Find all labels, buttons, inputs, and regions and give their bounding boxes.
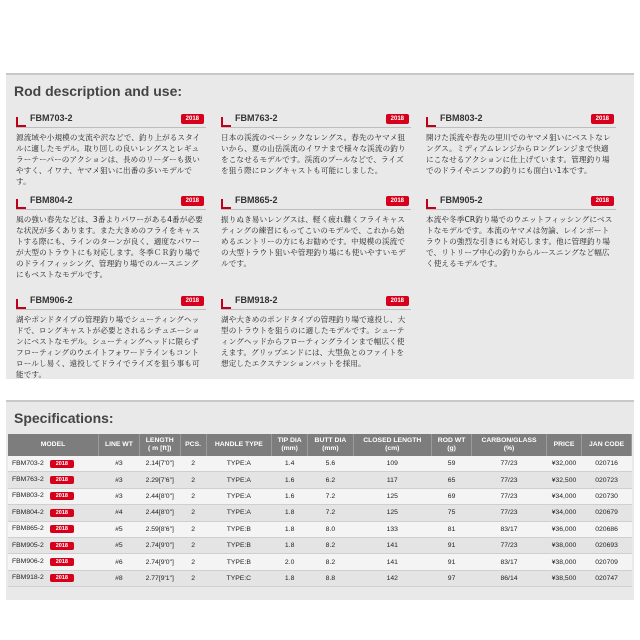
- cell-carbon: 77/23: [472, 537, 547, 553]
- cell-line-wt: #8: [99, 570, 140, 586]
- rod-model-name: FBM918-2: [235, 295, 278, 305]
- table-row: [8, 456, 632, 472]
- rod-description-text: 本流や冬季CR釣り場でのウエットフィッシングにベストなモデルです。本流のヤマメは勿論、レインボートラウトの強烈な引きにも対応します。他に管理釣り場で、リトリーブ中心の釣りからルースニングなど幅広く使えるモデルです。: [426, 215, 613, 268]
- model-name: FBM918-2: [12, 574, 44, 582]
- cell-price: ¥36,000: [546, 521, 581, 537]
- rod-marker-icon: [16, 117, 26, 127]
- rod-model-name: FBM803-2: [440, 113, 483, 123]
- column-header-length: LENGTH ( m [ft]): [139, 434, 180, 456]
- column-header-rod-wt: ROD WT (g): [431, 434, 471, 456]
- rod-description-text: 湖や大きめのポンドタイプの管理釣り場で遠投し、大型のトラウトを狙うのに適したモデルです。シューティングヘッドからフローティングラインまで幅広く使えます。グリップエンドには、大型魚とのファイトを想定したエクステンションバットを採用。: [221, 315, 406, 368]
- cell-pcs: 2: [180, 488, 206, 504]
- rod-model-name: FBM703-2: [30, 113, 73, 123]
- cell-handle: TYPE:A: [206, 488, 272, 504]
- rod-marker-icon: [426, 199, 436, 209]
- cell-butt: 8.2: [308, 554, 354, 570]
- rod-model-name: FBM905-2: [440, 195, 483, 205]
- rod-description-text: 開けた渓流や春先の里川でのヤマメ狙いにベストなレングス。ミディアムレンジからロングレンジまで快適にこなせるアクションに仕上げています。管理釣り場でのドライやニンフの釣りにも面白い1本です。: [426, 133, 611, 175]
- cell-jan: 020716: [582, 456, 632, 472]
- rod-description-text: 振りぬき易いレングスは、軽く疲れ難くフライキャスティングの練習にもってこいのモデルで、これから始めるエントリーの方にもお勧めです。中規模の渓流での大型トラウト狙いや管理釣り場にも使いやすいモデルです。: [221, 215, 406, 268]
- cell-handle: TYPE:B: [206, 521, 272, 537]
- model-name: FBM865-2: [12, 525, 44, 533]
- specifications-table: [8, 434, 632, 587]
- cell-tip: 1.6: [272, 472, 308, 488]
- rod-marker-icon: [221, 299, 231, 309]
- cell-length: 2.44[8'0"]: [139, 505, 180, 521]
- cell-closed: 125: [353, 488, 431, 504]
- cell-pcs: 2: [180, 456, 206, 472]
- cell-butt: 8.8: [308, 570, 354, 586]
- year-badge: 2018: [50, 525, 74, 533]
- rod-model-name: FBM763-2: [235, 113, 278, 123]
- cell-butt: 5.6: [308, 456, 354, 472]
- cell-rod-wt: 81: [431, 521, 471, 537]
- year-badge: 2018: [50, 509, 74, 517]
- cell-length: 2.14[7'0"]: [139, 456, 180, 472]
- year-badge: 2018: [181, 296, 204, 306]
- cell-jan: 020679: [582, 505, 632, 521]
- column-header-closed-length: CLOSED LENGTH (cm): [353, 434, 431, 456]
- cell-carbon: 77/23: [472, 472, 547, 488]
- rod-card-fbm803: [426, 113, 616, 176]
- cell-closed: 125: [353, 505, 431, 521]
- cell-rod-wt: 59: [431, 456, 471, 472]
- cell-closed: 133: [353, 521, 431, 537]
- cell-handle: TYPE:A: [206, 472, 272, 488]
- cell-line-wt: #3: [99, 472, 140, 488]
- cell-price: ¥38,500: [546, 570, 581, 586]
- model-name: FBM763-2: [12, 476, 44, 484]
- cell-tip: 1.8: [272, 570, 308, 586]
- table-header-row: [8, 434, 632, 456]
- cell-tip: 1.6: [272, 488, 308, 504]
- rod-card-fbm865: [221, 195, 411, 269]
- cell-price: ¥32,500: [546, 472, 581, 488]
- cell-price: ¥38,000: [546, 554, 581, 570]
- cell-model: [8, 505, 99, 521]
- cell-model: [8, 456, 99, 472]
- cell-butt: 6.2: [308, 472, 354, 488]
- model-name: FBM803-2: [12, 492, 44, 500]
- cell-closed: 109: [353, 456, 431, 472]
- cell-butt: 8.0: [308, 521, 354, 537]
- year-badge: 2018: [50, 492, 74, 500]
- cell-line-wt: #6: [99, 554, 140, 570]
- rod-marker-icon: [426, 117, 436, 127]
- column-header-carbon-glass: CARBON/GLASS (%): [472, 434, 547, 456]
- year-badge: 2018: [386, 296, 409, 306]
- cell-handle: TYPE:B: [206, 537, 272, 553]
- cell-pcs: 2: [180, 570, 206, 586]
- cell-tip: 1.4: [272, 456, 308, 472]
- cell-rod-wt: 65: [431, 472, 471, 488]
- rod-marker-icon: [16, 299, 26, 309]
- cell-model: [8, 570, 99, 586]
- column-header-tip-dia: TIP DIA (mm): [272, 434, 308, 456]
- cell-jan: 020747: [582, 570, 632, 586]
- cell-jan: 020693: [582, 537, 632, 553]
- cell-line-wt: #4: [99, 505, 140, 521]
- year-badge: 2018: [591, 114, 614, 124]
- cell-rod-wt: 91: [431, 554, 471, 570]
- column-header-pcs: PCS.: [180, 434, 206, 456]
- cell-handle: TYPE:C: [206, 570, 272, 586]
- rod-card-fbm804: [16, 195, 206, 280]
- cell-length: 2.77[9'1"]: [139, 570, 180, 586]
- table-row: [8, 570, 632, 586]
- cell-pcs: 2: [180, 554, 206, 570]
- cell-handle: TYPE:A: [206, 505, 272, 521]
- cell-model: [8, 472, 99, 488]
- cell-closed: 117: [353, 472, 431, 488]
- cell-carbon: 77/23: [472, 505, 547, 521]
- cell-jan: 020730: [582, 488, 632, 504]
- year-badge: 2018: [50, 558, 74, 566]
- cell-model: [8, 537, 99, 553]
- cell-carbon: 83/17: [472, 554, 547, 570]
- cell-carbon: 86/14: [472, 570, 547, 586]
- cell-closed: 141: [353, 554, 431, 570]
- cell-line-wt: #5: [99, 521, 140, 537]
- specifications-panel: [6, 400, 634, 600]
- year-badge: 2018: [50, 460, 74, 468]
- rod-description-text: 日本の渓流のベーシックなレングス。春先のヤマメ狙いから、夏の山岳渓流のイワナまで様々な渓流の釣りをこなせるモデルです。渓流のプールなどで、ライズを狙う際にロングキャストも可能にしました。: [221, 133, 406, 175]
- cell-butt: 7.2: [308, 505, 354, 521]
- cell-closed: 142: [353, 570, 431, 586]
- table-row: [8, 472, 632, 488]
- column-header-price: PRICE: [546, 434, 581, 456]
- cell-pcs: 2: [180, 521, 206, 537]
- cell-length: 2.74[9'0"]: [139, 554, 180, 570]
- cell-length: 2.44[8'0"]: [139, 488, 180, 504]
- cell-price: ¥34,000: [546, 505, 581, 521]
- cell-price: ¥34,000: [546, 488, 581, 504]
- column-header-butt-dia: BUTT DIA (mm): [308, 434, 354, 456]
- year-badge: 2018: [50, 476, 74, 484]
- column-header-jan-code: JAN CODE: [582, 434, 632, 456]
- year-badge: 2018: [50, 574, 74, 582]
- cell-carbon: 77/23: [472, 488, 547, 504]
- cell-rod-wt: 91: [431, 537, 471, 553]
- table-row: [8, 505, 632, 521]
- rod-card-fbm906: [16, 295, 206, 380]
- cell-rod-wt: 69: [431, 488, 471, 504]
- section-title-description: [14, 83, 182, 99]
- cell-tip: 2.0: [272, 554, 308, 570]
- table-row: [8, 537, 632, 553]
- model-name: FBM906-2: [12, 558, 44, 566]
- cell-length: 2.74[9'0"]: [139, 537, 180, 553]
- year-badge: 2018: [50, 542, 74, 550]
- cell-butt: 7.2: [308, 488, 354, 504]
- cell-handle: TYPE:A: [206, 456, 272, 472]
- cell-rod-wt: 97: [431, 570, 471, 586]
- cell-jan: 020709: [582, 554, 632, 570]
- cell-butt: 8.2: [308, 537, 354, 553]
- rod-model-name: FBM865-2: [235, 195, 278, 205]
- year-badge: 2018: [386, 114, 409, 124]
- column-header-handle-type: HANDLE TYPE: [206, 434, 272, 456]
- cell-pcs: 2: [180, 472, 206, 488]
- rod-description-panel: [6, 73, 634, 379]
- cell-pcs: 2: [180, 537, 206, 553]
- rod-model-name: FBM906-2: [30, 295, 73, 305]
- year-badge: 2018: [181, 196, 204, 206]
- cell-length: 2.59[8'6"]: [139, 521, 180, 537]
- cell-model: [8, 488, 99, 504]
- column-header-line-wt: LINE WT: [99, 434, 140, 456]
- section-title-specifications: [14, 410, 114, 426]
- year-badge: 2018: [181, 114, 204, 124]
- cell-price: ¥38,000: [546, 537, 581, 553]
- year-badge: 2018: [591, 196, 614, 206]
- rod-card-fbm918: [221, 295, 411, 369]
- cell-carbon: 83/17: [472, 521, 547, 537]
- table-row: [8, 488, 632, 504]
- rod-card-fbm763: [221, 113, 411, 176]
- rod-card-fbm703: [16, 113, 206, 187]
- model-name: FBM905-2: [12, 541, 44, 549]
- cell-closed: 141: [353, 537, 431, 553]
- rod-marker-icon: [221, 117, 231, 127]
- year-badge: 2018: [386, 196, 409, 206]
- rod-description-text: 源流域や小規模の支流や沢などで、釣り上がるスタイルに適したモデル。取り回しの良いレングスとレギュラーテーパーのアクションは、長めのリーダーも扱いやすく、イワナ、ヤマメ狙いに出番の多いモデルです。: [16, 133, 201, 186]
- cell-length: 2.29[7'6"]: [139, 472, 180, 488]
- model-name: FBM804-2: [12, 508, 44, 516]
- column-header-model: MODEL: [8, 434, 99, 456]
- specifications-title-text: Specifications:: [14, 410, 114, 426]
- cell-line-wt: #3: [99, 488, 140, 504]
- cell-model: [8, 554, 99, 570]
- cell-jan: 020686: [582, 521, 632, 537]
- cell-handle: TYPE:B: [206, 554, 272, 570]
- cell-carbon: 77/23: [472, 456, 547, 472]
- table-row: [8, 521, 632, 537]
- cell-tip: 1.8: [272, 537, 308, 553]
- rod-marker-icon: [221, 199, 231, 209]
- table-row: [8, 554, 632, 570]
- rod-description-text: 風の強い春先などは、3番よりパワーがある4番が必要な状況が多くあります。また大きめのフライをキャストする際にも、ラインのターンが良く、適度なパワーが大型のトラウトにも対応します。冬季ＣＲ釣り場でのドライフィッシング、管理釣り場でのルースニングにもベストなモデルです。: [16, 215, 203, 279]
- rod-card-fbm905: [426, 195, 616, 269]
- cell-tip: 1.8: [272, 521, 308, 537]
- rod-model-name: FBM804-2: [30, 195, 73, 205]
- rod-description-text: 湖やポンドタイプの管理釣り場でシューティングヘッドで、ロングキャストが必要とされるシチュエーションにベストなモデル。シューティングヘッドに限らずフローティングのウエイトフォワードラインもコントロールし易く、遠投してドライでライズを狙う事も可能です。: [16, 315, 200, 379]
- cell-price: ¥32,000: [546, 456, 581, 472]
- description-title-text: Rod description and use:: [14, 83, 183, 99]
- cell-line-wt: #3: [99, 456, 140, 472]
- cell-rod-wt: 75: [431, 505, 471, 521]
- rod-marker-icon: [16, 199, 26, 209]
- model-name: FBM703-2: [12, 459, 44, 467]
- cell-model: [8, 521, 99, 537]
- cell-line-wt: #5: [99, 537, 140, 553]
- cell-jan: 020723: [582, 472, 632, 488]
- cell-tip: 1.8: [272, 505, 308, 521]
- cell-pcs: 2: [180, 505, 206, 521]
